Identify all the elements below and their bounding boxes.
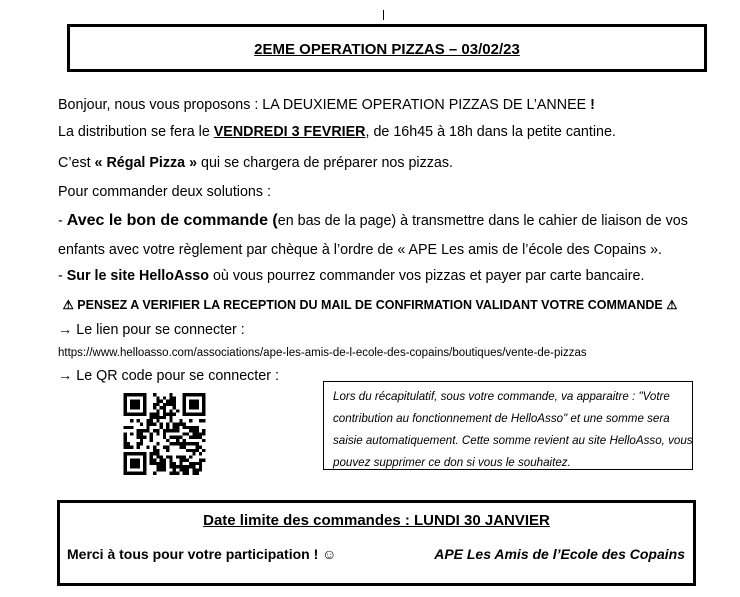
maker-prefix: C’est [58,155,95,171]
helloasso-link[interactable]: https://www.helloasso.com/associations/ape-les-amis-de-l-ecole-des-copains/boutiques/vente-de-pizzas [58,347,587,359]
text-cursor [383,10,384,20]
option2-line [58,268,644,284]
arrow-right-icon: → [58,368,73,384]
distribution-line [58,124,616,140]
option2-title: Sur le site HelloAsso [66,268,209,284]
helloasso-note: Lors du récapitulatif, sous votre commande, va apparaitre : "Votre contribution au fonctionnement de HelloAsso" et une somme sera saisie automatiquement. Cette somme revient au site HelloAsso, vous pouvez supprimer ce don si vous le souhaitez. [333,390,693,469]
distribution-prefix: La distribution se fera le [58,124,214,140]
title-box [67,24,707,72]
page-title: 2EME OPERATION PIZZAS – 03/02/23 [254,41,520,58]
arrow-right-icon: → [58,322,73,338]
warning-icon: ⚠ [62,298,74,312]
option2-dash: - [58,268,67,284]
warning-text: PENSEZ A VERIFIER LA RECEPTION DU MAIL DE CONFIRMATION VALIDANT VOTRE COMMANDE [73,298,667,312]
greeting-text: Bonjour, nous vous proposons : LA DEUXIEME OPERATION PIZZAS DE L’ANNEE [58,97,591,113]
option1-line [58,212,688,230]
deadline: Date limite des commandes : LUNDI 30 JANVIER [203,512,550,529]
order-intro: Pour commander deux solutions : [58,184,271,200]
helloasso-note-box [323,381,693,470]
maker-suffix: qui se chargera de préparer nos pizzas. [197,155,453,171]
option1-dash: - [58,213,67,229]
distribution-date: VENDREDI 3 FEVRIER [213,124,366,140]
maker-name: « Régal Pizza » [94,155,198,171]
maker-line [58,155,453,171]
link-label: Le lien pour se connecter : [72,322,245,338]
qr-label: Le QR code pour se connecter : [72,368,279,384]
footer-box [57,500,696,586]
qr-label-line [58,368,279,384]
signature: APE Les Amis de l’Ecole des Copains [434,546,685,562]
distribution-suffix: , de 16h45 à 18h dans la petite cantine. [365,124,616,140]
option1-text: en bas de la page) à transmettre dans le cahier de liaison de vos [277,213,688,229]
option2-text: où vous pourrez commander vos pizzas et payer par carte bancaire. [208,268,645,284]
greeting-line [58,97,595,113]
option1-title: Avec le bon de commande ( [66,212,278,229]
thanks-text: Merci à tous pour votre participation ! ☺ [67,546,337,562]
greeting-bang: ! [590,97,595,113]
qr-code[interactable] [123,393,206,475]
link-label-line [58,322,245,338]
option1-line2: enfants avec votre règlement par chèque à l’ordre de « APE Les amis de l’école des Copains ». [58,242,663,258]
warning-line [0,297,740,312]
warning-icon: ⚠ [666,298,678,312]
